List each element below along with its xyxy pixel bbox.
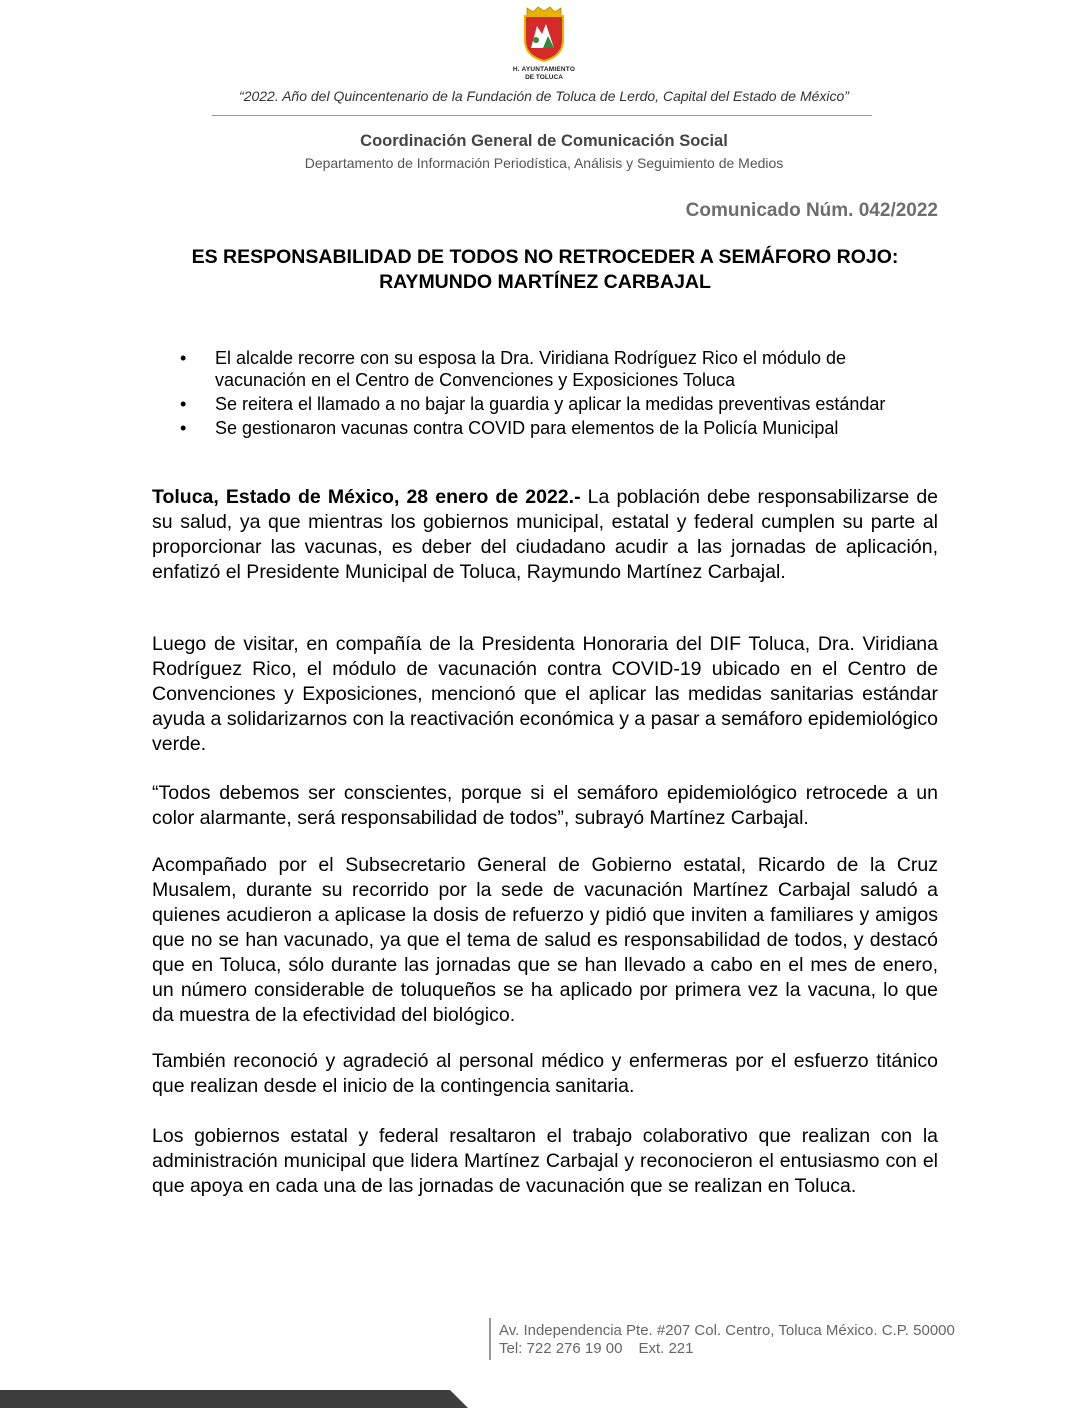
ayuntamiento-logo (508, 6, 580, 84)
paragraph-4: Acompañado por el Subsecretario General de Gobierno estatal, Ricardo de la Cruz Musalem, durante su recorrido por la sede de vacunación Martínez Carbajal saludó a quienes acudieron a aplicase la dosis de refuerzo y pidió que inviten a familiares y amigos que no se han vacunado, ya que el tema de salud es responsabilidad de todos, y destacó que en Toluca, sólo durante las jornadas que se han llevado a cabo en el mes de enero, un número considerable de toluqueños se ha aplicado por primera vez la vacuna, lo que da muestra de la efectividad del biológico. (152, 854, 938, 1026)
paragraph-6: Los gobiernos estatal y federal resaltaron el trabajo colaborativo que realizan con la administración municipal que lidera Martínez Carbajal y reconocieron el entusiasmo con el que apoya en cada una de las jornadas de vacunación que se realizan en Toluca. (152, 1125, 938, 1197)
header-divider (212, 115, 872, 116)
footer-contact (499, 1340, 693, 1357)
bullet-item: • Se reitera el llamado a no bajar la guardia y aplicar la medidas preventivas estándar (176, 393, 916, 415)
summary-bullets (176, 347, 916, 441)
paragraph-1-text: La población debe responsabilizarse de su salud, ya que mientras los gobiernos municipal, estatal y federal cumplen su parte al proporcionar las vacunas, es deber del ciudadano acudir a las jornadas de aplicación, enfatizó el Presidente Municipal de Toluca, Raymundo Martínez Carbajal. (152, 486, 939, 583)
footer-band (0, 1390, 1088, 1408)
footer-extension: Ext. 221 (638, 1340, 694, 1357)
dateline: Toluca, Estado de México, 28 enero de 2022.- (152, 486, 581, 508)
footer-phone: Tel: 722 276 19 00 (499, 1340, 623, 1357)
toluca-coat-of-arms-icon (521, 6, 567, 62)
paragraph-3: “Todos debemos ser conscientes, porque si el semáforo epidemiológico retrocede a un color alarmante, será responsabilidad de todos”, subrayó Martínez Carbajal. (152, 782, 938, 829)
year-motto: “2022. Año del Quincentenario de la Fundación de Toluca de Lerdo, Capital del Estado de México” (239, 88, 849, 104)
logo-text-line1: H. AYUNTAMIENTO (512, 66, 576, 73)
comunicado-number: Comunicado Núm. 042/2022 (685, 200, 938, 221)
headline-line1: ES RESPONSABILIDAD DE TODOS NO RETROCEDER A SEMÁFORO ROJO: (191, 246, 899, 268)
department-subtitle: Departamento de Información Periodística, Análisis y Seguimiento de Medios (304, 155, 784, 171)
logo-text-line2: DE TOLUCA (525, 74, 563, 81)
headline-line2: RAYMUNDO MARTÍNEZ CARBAJAL (379, 271, 711, 293)
headline (152, 245, 938, 295)
department-title: Coordinación General de Comunicación Social (360, 132, 728, 150)
paragraph-5: También reconoció y agradeció al personal médico y enfermeras por el esfuerzo titánico que realizan desde el inicio de la contingencia sanitaria. (152, 1050, 938, 1097)
bullet-item: • Se gestionaron vacunas contra COVID para elementos de la Policía Municipal (176, 417, 916, 439)
paragraph-2: Luego de visitar, en compañía de la Presidenta Honoraria del DIF Toluca, Dra. Viridiana Rodríguez Rico, el módulo de vacunación contra COVID-19 ubicado en el Centro de Convenciones y Exposiciones, mencionó que el aplicar las medidas sanitarias estándar ayuda a solidarizarnos con la reactivación económica y a pasar a semáforo epidemiológico verde. (152, 633, 938, 755)
footer-divider (489, 1318, 491, 1360)
paragraph-1 (152, 485, 938, 585)
footer-address: Av. Independencia Pte. #207 Col. Centro, Toluca México. C.P. 50000 (499, 1322, 955, 1339)
bullet-item: • El alcalde recorre con su esposa la Dra. Viridiana Rodríguez Rico el módulo de vacunación en el Centro de Convenciones y Exposiciones Toluca (176, 347, 916, 391)
